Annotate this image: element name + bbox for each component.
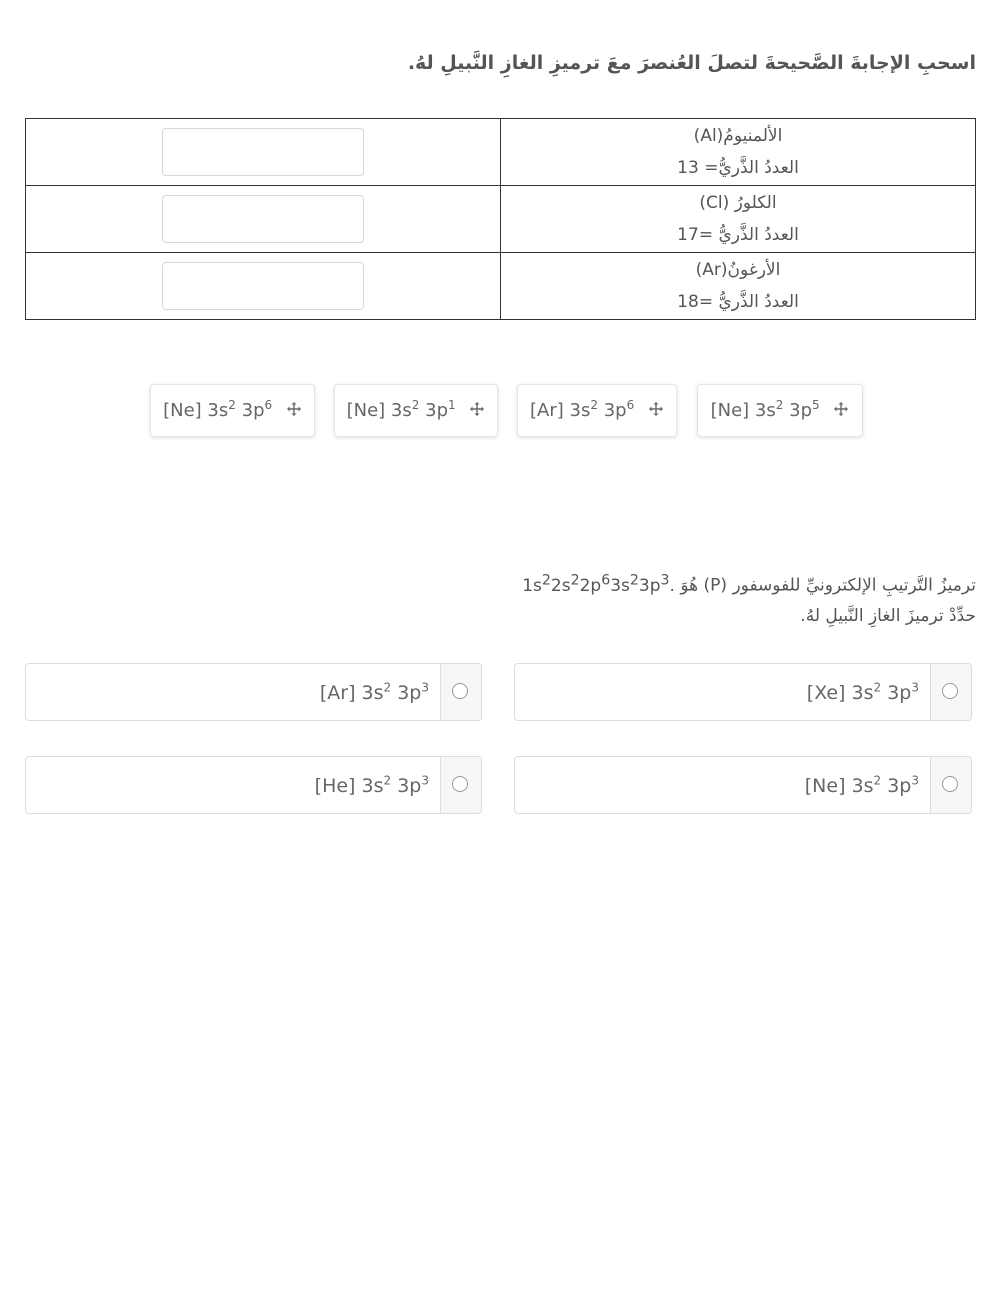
chip-sup: 2 (228, 398, 236, 412)
option-sup: 3 (911, 680, 919, 695)
drop-cell (26, 253, 501, 320)
config-sup: 2 (570, 572, 580, 588)
drop-zone-chlorine[interactable] (162, 195, 364, 243)
drop-zone-aluminium[interactable] (162, 128, 364, 176)
element-name: الألمنيومُ(Al) (693, 126, 783, 146)
answer-option[interactable] (514, 663, 972, 721)
option-text: [He] 3s (314, 775, 384, 797)
option-text: [Xe] 3s (806, 682, 874, 704)
config-part: 2s (550, 575, 571, 596)
chip-sup: 1 (448, 398, 456, 412)
radio-button[interactable] (942, 776, 958, 792)
option-label (807, 664, 919, 722)
radio-area[interactable] (440, 664, 481, 720)
chip-sup: 6 (626, 398, 635, 412)
option-sup: 2 (383, 773, 392, 788)
config-part: . (669, 575, 675, 596)
radio-button[interactable] (452, 776, 468, 792)
chip-text: 3p (235, 400, 265, 421)
option-sup: 3 (421, 773, 429, 788)
config-part: 1s (522, 575, 542, 596)
config-sup: 2 (541, 572, 551, 588)
option-sup: 2 (873, 680, 882, 695)
element-name: الكلورُ (Cl) (699, 193, 777, 213)
chip-text: [Ne] 3s (346, 400, 412, 421)
atomic-number: العددُ الذَّريُّ= 13 (677, 158, 799, 178)
chip-sup: 2 (590, 398, 598, 412)
radio-area[interactable] (930, 757, 971, 813)
question-2-text: ترميزُ التَّرتيبِ الإلكترونيِّ للفوسفور (P) هُوَ (680, 575, 976, 596)
radio-button[interactable] (452, 683, 468, 699)
chip-text: 3p (419, 400, 448, 421)
answer-option[interactable] (514, 756, 972, 814)
drop-cell (26, 186, 501, 253)
option-sup: 2 (873, 773, 882, 788)
atomic-number: العددُ الذَّريُّ =18 (677, 292, 799, 312)
element-cell (501, 253, 976, 320)
table-row (26, 253, 976, 320)
move-icon[interactable] (648, 386, 664, 437)
config-part: 3p (638, 575, 661, 596)
config-sup: 3 (660, 572, 670, 588)
option-label (315, 757, 429, 815)
draggable-chip[interactable] (517, 384, 677, 437)
drop-zone-argon[interactable] (162, 262, 364, 310)
option-text: [Ne] 3s (804, 775, 874, 797)
chip-sup: 2 (411, 398, 420, 412)
table-row (26, 119, 976, 186)
draggable-chip[interactable] (697, 384, 863, 437)
radio-button[interactable] (942, 683, 958, 699)
config-part: 2p (579, 575, 602, 596)
move-icon[interactable] (833, 386, 849, 437)
move-icon[interactable] (469, 386, 485, 437)
drop-cell (26, 119, 501, 186)
electron-configuration (522, 572, 675, 596)
matching-table (25, 118, 976, 320)
atomic-number: العددُ الذَّريُّ =17 (677, 225, 799, 245)
chip-text: [Ne] 3s (163, 400, 229, 421)
option-text: 3p (391, 682, 422, 704)
option-sup: 2 (383, 680, 392, 695)
chip-text: [Ne] 3s (710, 400, 776, 421)
chip-text: [Ar] 3s (530, 400, 591, 421)
option-sup: 3 (421, 680, 429, 695)
chip-sup: 5 (812, 398, 820, 412)
chip-text: 3p (597, 400, 627, 421)
question-2-prompt: حدِّدْ ترميزَ الغازِ النَّبيلِ لهُ. (800, 606, 976, 626)
option-text: 3p (391, 775, 422, 797)
question-1-title: اسحبِ الإجابةَ الصَّحيحةَ لتصلَ العُنصرَ معَ ترميزِ الغازِ النَّبيلِ لهُ. (407, 52, 976, 74)
option-sup: 3 (911, 773, 919, 788)
option-label (805, 757, 919, 815)
config-sup: 6 (601, 572, 611, 588)
element-name: الأرغونُ(Ar) (695, 260, 781, 280)
draggable-chip[interactable] (150, 384, 315, 437)
radio-area[interactable] (440, 757, 481, 813)
option-label (320, 664, 429, 722)
radio-area[interactable] (930, 664, 971, 720)
option-text: [Ar] 3s (319, 682, 384, 704)
config-part: 3s (610, 575, 630, 596)
config-sup: 2 (629, 572, 639, 588)
option-text: 3p (881, 682, 912, 704)
answer-option[interactable] (25, 663, 482, 721)
chip-text: 3p (783, 400, 812, 421)
question-2-statement (76, 572, 976, 596)
answer-option[interactable] (25, 756, 482, 814)
chip-sup: 2 (775, 398, 784, 412)
move-icon[interactable] (286, 386, 302, 437)
element-cell (501, 119, 976, 186)
table-row (26, 186, 976, 253)
chip-sup: 6 (264, 398, 273, 412)
option-text: 3p (881, 775, 912, 797)
draggable-answers (150, 384, 862, 438)
element-cell (501, 186, 976, 253)
draggable-chip[interactable] (334, 384, 498, 437)
